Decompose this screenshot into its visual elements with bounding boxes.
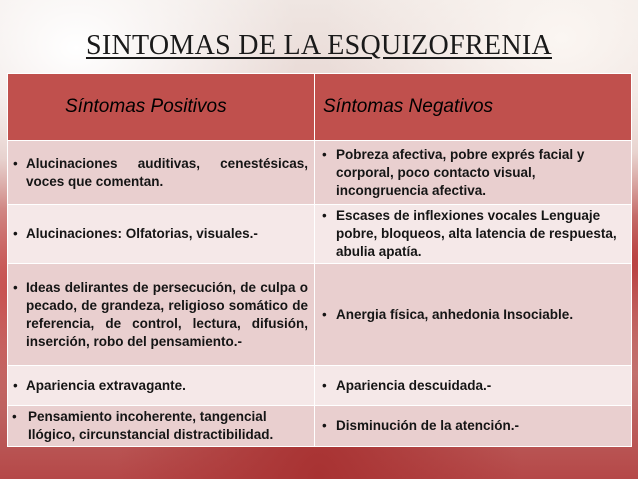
- table-header-row: [8, 74, 632, 141]
- bullet-icon: •: [13, 279, 18, 295]
- bullet-icon: •: [322, 377, 327, 393]
- bullet-icon: •: [12, 409, 17, 424]
- table-row: [8, 205, 632, 264]
- positive-cell: [8, 366, 315, 406]
- negative-cell: [315, 141, 632, 205]
- header-positive-symptoms: Síntomas Positivos: [8, 74, 315, 141]
- bullet-icon: •: [322, 208, 327, 223]
- bullet-icon: •: [322, 306, 327, 322]
- bullet-icon: •: [322, 418, 327, 433]
- table-row: [8, 366, 632, 406]
- bullet-icon: •: [13, 155, 18, 171]
- bullet-icon: •: [13, 377, 18, 393]
- header-negative-symptoms: Síntomas Negativos: [315, 74, 632, 141]
- negative-cell: [315, 264, 632, 366]
- bullet-icon: •: [322, 146, 327, 162]
- negative-symptom-text: Apariencia descuidada.-: [336, 377, 492, 393]
- page-title: SINTOMAS DE LA ESQUIZOFRENIA: [85, 30, 552, 61]
- bullet-icon: •: [13, 226, 18, 241]
- positive-symptom-text: Alucinaciones: Olfatorias, visuales.-: [26, 226, 258, 241]
- table-row: [8, 141, 632, 205]
- positive-symptom-text: Ideas delirantes de persecución, de culpa o pecado, de grandeza, religioso somático de referencia, de control, lectura, difusión, inserción, robo del pensamiento.-: [26, 279, 308, 349]
- positive-cell: [8, 141, 315, 205]
- negative-cell: [315, 205, 632, 264]
- table-row: [8, 406, 632, 447]
- positive-symptom-text: Apariencia extravagante.: [26, 377, 186, 393]
- table-row: [8, 264, 632, 366]
- negative-cell: [315, 406, 632, 447]
- positive-symptom-text: Alucinaciones auditivas, cenestésicas, voces que comentan.: [26, 155, 308, 189]
- positive-symptom-text: Pensamiento incoherente, tangencial Ilógico, circunstancial distractibilidad.: [28, 409, 274, 442]
- negative-symptom-text: Disminución de la atención.-: [336, 418, 520, 433]
- negative-symptom-text: Anergia física, anhedonia Insociable.: [336, 306, 574, 322]
- positive-cell: [8, 205, 315, 264]
- negative-symptom-text: Escases de inflexiones vocales Lenguaje pobre, bloqueos, alta latencia de respuesta, abulia apatía.: [336, 208, 617, 259]
- positive-cell: [8, 406, 315, 447]
- negative-symptom-text: Pobreza afectiva, pobre exprés facial y corporal, poco contacto visual, incongruencia afectiva.: [336, 146, 585, 198]
- symptoms-table: [7, 73, 632, 447]
- negative-cell: [315, 366, 632, 406]
- positive-cell: [8, 264, 315, 366]
